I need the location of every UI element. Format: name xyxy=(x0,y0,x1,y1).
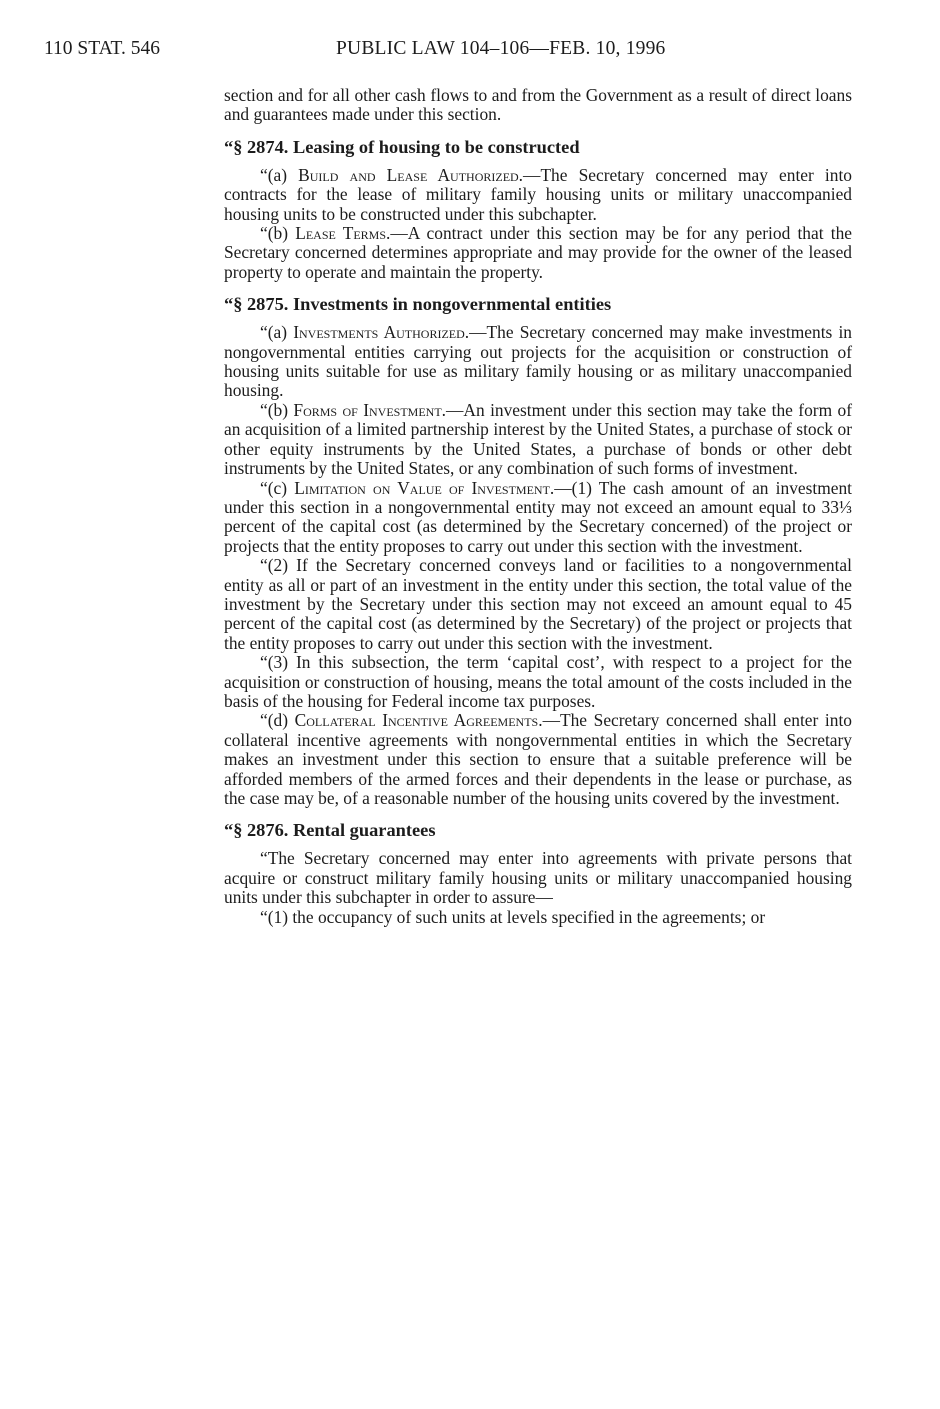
subsection-title: Investments Authorized. xyxy=(293,322,470,343)
statute-page-number: 110 STAT. 546 xyxy=(44,38,160,59)
section-2875-c3: “(3) In this subsection, the term ‘capital cost’, with respect to a project for the acquisition or construction of housing, means the total amount of the costs included in the basis of the housing for Federal income tax purposes. xyxy=(224,652,852,711)
continued-paragraph: section and for all other cash flows to and from the Government as a result of direct loans and guarantees made under this section. xyxy=(224,85,852,125)
section-2875-a xyxy=(224,323,852,401)
section-2876-intro: “The Secretary concerned may enter into agreements with private persons that acquire or construct military family housing units or military unaccompanied housing units under this subchapter in order to assure— xyxy=(224,848,852,908)
section-2874-heading: “§ 2874. Leasing of housing to be constructed xyxy=(224,136,580,157)
subsection-text: —The Secretary concerned may make investments in nongovernmental entities carrying out projects for the acquisition or construction of housing units suitable for use as military family housing or as military unaccompanied housing. xyxy=(224,322,853,401)
page-header xyxy=(44,38,896,68)
section-2876-heading: “§ 2876. Rental guarantees xyxy=(224,820,436,841)
subsection-text: —An investment under this section may take the form of an acquisition of a limited partnership interest by the United States, a purchase of stock or other equity instruments by the United States, a purchase of bonds or other debt instruments by the United States, or any combination of such forms of investment. xyxy=(224,399,852,479)
section-2876-item-1: “(1) the occupancy of such units at levels specified in the agreements; or xyxy=(260,906,766,927)
subsection-label: “(c) xyxy=(260,477,295,498)
subsection-label: “(b) xyxy=(260,399,294,420)
section-2874-a xyxy=(224,166,852,224)
subsection-label: “(d) xyxy=(260,710,295,731)
public-law-citation: PUBLIC LAW 104–106—FEB. 10, 1996 xyxy=(336,38,666,59)
subsection-label: “(a) xyxy=(260,322,294,343)
subsection-text: —The Secretary concerned shall enter into collateral incentive agreements with nongovernmental entities in which the Secretary makes an investment under this section to ensure that a suitable preference will be afforded members of the armed forces and their dependents in the lease or purchase, as the case may be, of a reasonable number of the housing units covered by the investment. xyxy=(224,710,852,808)
section-2875-c1 xyxy=(224,479,852,557)
document-body xyxy=(224,86,852,927)
subsection-title: Build and Lease Authorized. xyxy=(298,164,524,185)
section-2874-b xyxy=(224,224,852,282)
subsection-label: “(b) xyxy=(260,223,296,244)
section-2875-heading: “§ 2875. Investments in nongovernmental entities xyxy=(224,294,612,315)
subsection-text: —A contract under this section may be for any period that the Secretary concerned determines appropriate and may provide for the owner of the leased property to operate and maintain the property. xyxy=(224,223,852,282)
subsection-text: —(1) The cash amount of an investment under this section in a nongovernmental entity may not exceed an amount equal to 33⅓ percent of the capital cost (as determined by the Secretary concerned) of the project or projects that the entity proposes to carry out under this section with the investment. xyxy=(224,477,852,556)
subsection-title: Limitation on Value of Investment. xyxy=(294,477,555,498)
subsection-title: Collateral Incentive Agreements. xyxy=(294,710,543,731)
section-2875-d xyxy=(224,711,852,808)
subsection-label: “(a) xyxy=(260,164,299,185)
subsection-title: Lease Terms. xyxy=(295,223,391,244)
subsection-text: —The Secretary concerned may enter into contracts for the lease of military family housing units or military unaccompanied housing units to be constructed under this subchapter. xyxy=(224,164,852,224)
section-2875-b xyxy=(224,401,852,479)
section-2875-c2: “(2) If the Secretary concerned conveys land or facilities to a nongovernmental entity as all or part of an investment in the entity under this section, the total value of the investment by the Secretary under this section may not exceed an amount equal to 45 percent of the capital cost (as determined by the Secretary) of the project or projects that the entity proposes to carry out under this section with the investment. xyxy=(224,555,852,653)
subsection-title: Forms of Investment. xyxy=(293,399,447,420)
